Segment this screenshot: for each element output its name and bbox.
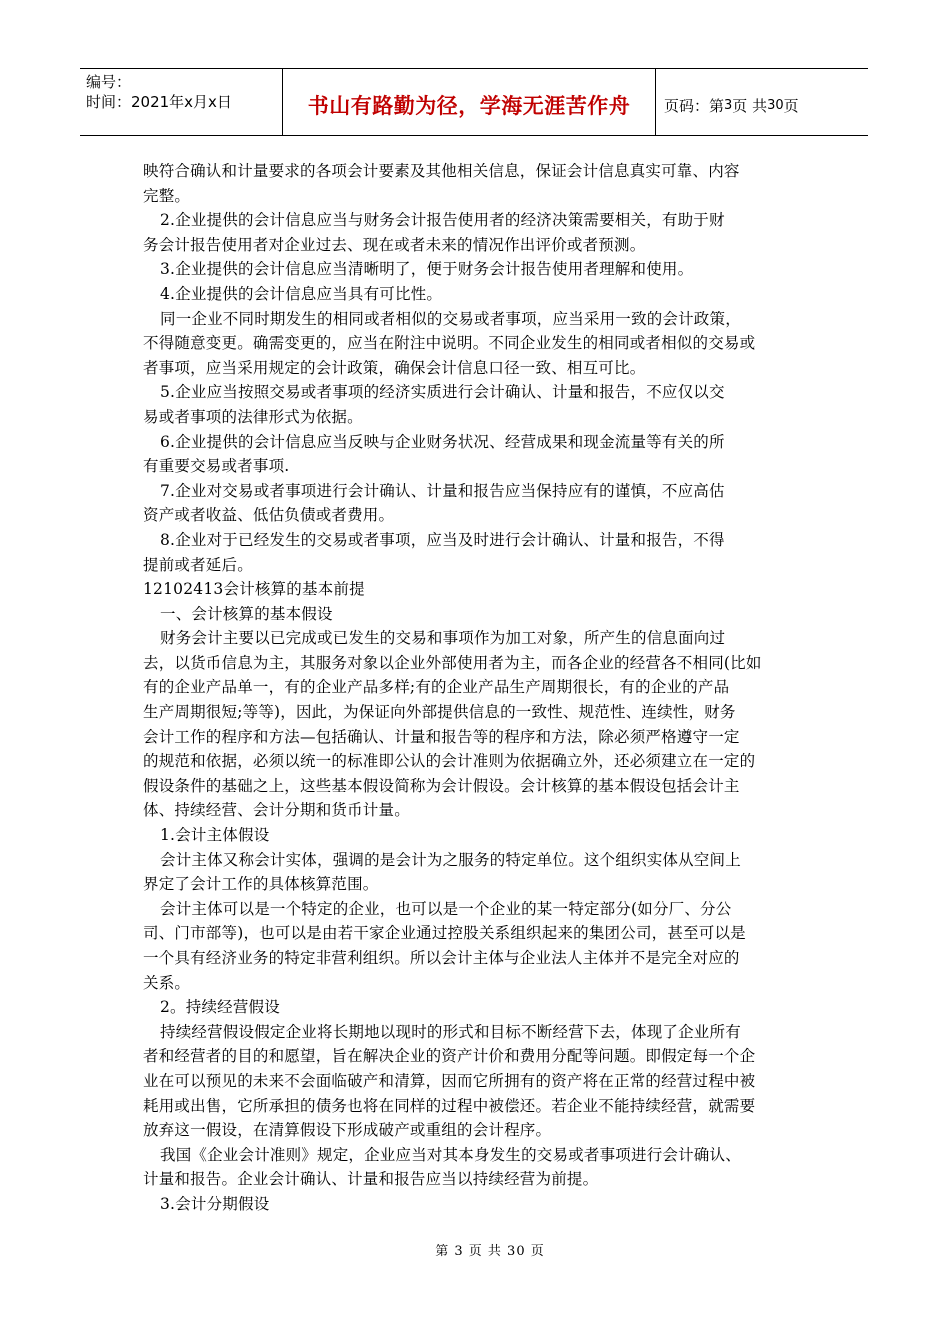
- text-line: 提前或者延后。: [143, 555, 253, 574]
- text-line: 完整。: [143, 186, 191, 205]
- page-header: [80, 68, 868, 136]
- text-line: 不得随意变更。确需变更的，应当在附注中说明。不同企业发生的相同或者相似的交易或: [143, 334, 756, 353]
- text-line: 8.企业对于已经发生的交易或者事项，应当及时进行会计确认、计量和报告，不得: [160, 530, 725, 549]
- text-line: 的规范和依据，必须以统一的标准即公认的会计准则为依据确立外，还必须建立在一定的: [143, 752, 756, 771]
- text-line: 假设条件的基础之上，这些基本假设简称为会计假设。会计核算的基本假设包括会计主: [143, 776, 740, 795]
- text-line: 会计主体又称会计实体，强调的是会计为之服务的特定单位。这个组织实体从空间上: [160, 850, 741, 869]
- text-line: 有的企业产品单一，有的企业产品多样;有的企业产品生产周期很长，有的企业的产品: [143, 678, 730, 697]
- text-line: 2.企业提供的会计信息应当与财务会计报告使用者的经济决策需要相关，有助于财: [160, 211, 725, 230]
- page-label: 页码：第: [664, 96, 725, 115]
- page-end-label: 页: [783, 96, 799, 115]
- text-line: 同一企业不同时期发生的相同或者相似的交易或者事项，应当采用一致的会计政策，: [160, 309, 741, 328]
- text-line: 体、持续经营、会计分期和货币计量。: [143, 801, 410, 820]
- text-line: 易或者事项的法律形式为依据。: [143, 407, 363, 426]
- text-line: 放弃这一假设，在清算假设下形成破产或重组的会计程序。: [143, 1121, 552, 1140]
- text-line: 5.企业应当按照交易或者事项的经济实质进行会计确认、计量和报告，不应仅以交: [160, 383, 725, 402]
- text-line: 会计主体可以是一个特定的企业，也可以是一个企业的某一特定部分(如分厂、分公: [160, 899, 732, 918]
- text-line: 持续经营假设假定企业将长期地以现时的形式和目标不断经营下去，体现了企业所有: [160, 1022, 741, 1041]
- document-date-label: 时间：2021年x月x日: [86, 93, 232, 111]
- page-mid-label: 页 共: [732, 96, 768, 115]
- document-number-label: 编号：: [86, 73, 132, 91]
- text-line: 1.会计主体假设: [160, 826, 270, 845]
- header-info-cell: [80, 69, 283, 135]
- text-line: 者事项，应当采用规定的会计政策，确保会计信息口径一致、相互可比。: [143, 358, 646, 377]
- text-line: 有重要交易或者事项.: [143, 457, 290, 476]
- text-line: 3.会计分期假设: [160, 1194, 270, 1213]
- text-line: 计量和报告。企业会计确认、计量和报告应当以持续经营为前提。: [143, 1170, 599, 1189]
- text-line: 一、会计核算的基本假设: [160, 604, 333, 623]
- text-line: 一个具有经济业务的特定非营利组织。所以会计主体与企业法人主体并不是完全对应的: [143, 949, 740, 967]
- page-footer: 第 3 页 共 30 页: [435, 1244, 545, 1259]
- text-line: 生产周期很短;等等)，因此，为保证向外部提供信息的一致性、规范性、连续性，财务: [143, 703, 736, 722]
- text-line: 映符合确认和计量要求的各项会计要素及其他相关信息，保证会计信息真实可靠、内容: [143, 162, 740, 180]
- text-line: 财务会计主要以已完成或已发生的交易和事项作为加工对象，所产生的信息面向过: [160, 629, 726, 648]
- text-line: 业在可以预见的未来不会面临破产和清算，因而它所拥有的资产将在正常的经营过程中被: [143, 1071, 756, 1090]
- text-line: 2。持续经营假设: [160, 998, 280, 1017]
- text-line: 者和经营者的目的和愿望，旨在解决企业的资产计价和费用分配等问题。即假定每一个企: [143, 1047, 756, 1066]
- text-line: 去，以货币信息为主，其服务对象以企业外部使用者为主，而各企业的经营各不相同(比如: [143, 653, 762, 672]
- text-line: 3.企业提供的会计信息应当清晰明了，便于财务会计报告使用者理解和使用。: [160, 260, 694, 279]
- text-line: 12102413会计核算的基本前提: [143, 580, 365, 599]
- text-line: 会计工作的程序和方法—包括确认、计量和报告等的程序和方法，除必须严格遵守一定: [143, 727, 740, 746]
- text-line: 界定了会计工作的具体核算范围。: [143, 875, 379, 894]
- document-body: [143, 159, 815, 1217]
- page-total: 30: [767, 97, 784, 113]
- text-line: 我国《企业会计准则》规定，企业应当对其本身发生的交易或者事项进行会计确认、: [160, 1145, 741, 1164]
- header-motto: 书山有路勤为径，学海无涯苦作舟: [283, 69, 656, 135]
- page-current: 3: [724, 97, 733, 113]
- text-line: 关系。: [143, 973, 191, 992]
- text-line: 7.企业对交易或者事项进行会计确认、计量和报告应当保持应有的谨慎，不应高估: [160, 481, 725, 500]
- text-line: 耗用或出售，它所承担的债务也将在同样的过程中被偿还。若企业不能持续经营，就需要: [143, 1096, 756, 1115]
- text-line: 资产或者收益、低估负债或者费用。: [143, 506, 395, 525]
- text-line: 务会计报告使用者对企业过去、现在或者未来的情况作出评价或者预测。: [143, 235, 646, 254]
- text-line: 4.企业提供的会计信息应当具有可比性。: [160, 284, 443, 303]
- text-line: 6.企业提供的会计信息应当反映与企业财务状况、经营成果和现金流量等有关的所: [160, 432, 725, 451]
- text-line: 司、门市部等)，也可以是由若干家企业通过控股关系组织起来的集团公司，甚至可以是: [143, 924, 746, 943]
- header-page-info: [656, 69, 868, 135]
